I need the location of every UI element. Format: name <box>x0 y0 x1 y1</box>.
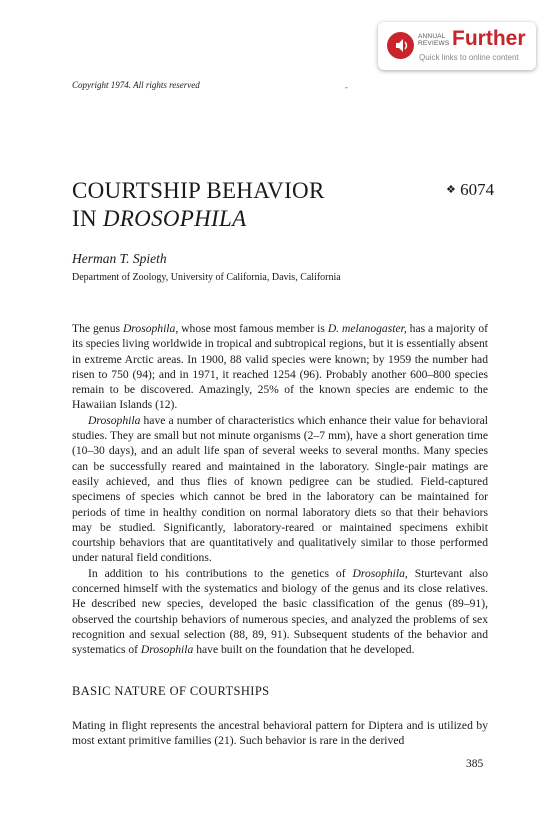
page-number: 385 <box>466 758 484 770</box>
badge-further-label: Further <box>452 27 526 50</box>
speaker-icon <box>387 32 414 59</box>
author-name: Herman T. Spieth <box>72 251 167 266</box>
diamond-icon: ❖ <box>446 184 456 196</box>
stray-mark: - <box>345 82 348 92</box>
author-affiliation: Department of Zoology, University of California, Davis, California <box>72 272 341 283</box>
article-code: ❖ 6074 <box>446 180 495 199</box>
article-body <box>72 321 488 658</box>
article-title-line-2: IN DROSOPHILA <box>72 206 247 231</box>
section-heading: BASIC NATURE OF COURTSHIPS <box>72 684 270 698</box>
paragraph-3: In addition to his contributions to the genetics of Drosophila, Sturtevant also concerned himself with the systematics and biology of the genus and its close relatives. He described new species, developed the basic classification of the genus (89–91), observed the courtship behaviors of numerous species, and analyzed the problems of sex recognition and sexual selection (88, 89, 91). Subsequent students of the behavior and systematics of Drosophila have built on the foundation that he developed. <box>72 566 488 657</box>
paragraph-4: Mating in flight represents the ancestral behavioral pattern for Diptera and is utilized by most extant primitive families (21). Such behavior is rare in the derived <box>72 719 488 748</box>
further-badge[interactable] <box>378 22 536 70</box>
badge-subtitle: Quick links to online content <box>419 53 519 62</box>
paragraph-2: Drosophila have a number of characteristics which enhance their value for behavioral studies. They are small but not minute organisms (2–7 mm), have a short generation time (10–30 days), and an adult life span of several weeks to several months. Many species can be successfully reared and maintained in the laboratory. Single-pair matings are easily achieved, and thus flies of known pedigree can be studied. Field-captured specimens of species which cannot be bred in the laboratory can be maintained for periods of time in healthy condition on normal laboratory diets so that their behaviors may be studied. Significantly, laboratory-reared or maintained specimens exhibit courtship behaviors that are quantitatively and qualitatively similar to those performed under natural field conditions. <box>72 413 488 565</box>
badge-publisher: ANNUAL REVIEWS <box>418 33 450 47</box>
copyright-notice: Copyright 1974. All rights reserved <box>72 80 200 90</box>
paragraph-1: The genus Drosophila, whose most famous member is D. melanogaster, has a majority of its species living worldwide in tropical and subtropical regions, but it is essentially absent in extreme Arctic areas. In 1900, 88 valid species were known; by 1959 the number had risen to 750 (94); and in 1971, it reached 1254 (96). Probably another 600–800 species remain to be discovered. Amazingly, 25% of the known species are endemic to the Hawaiian Islands (12). <box>72 322 489 412</box>
article-title-line-1: COURTSHIP BEHAVIOR <box>72 178 325 203</box>
